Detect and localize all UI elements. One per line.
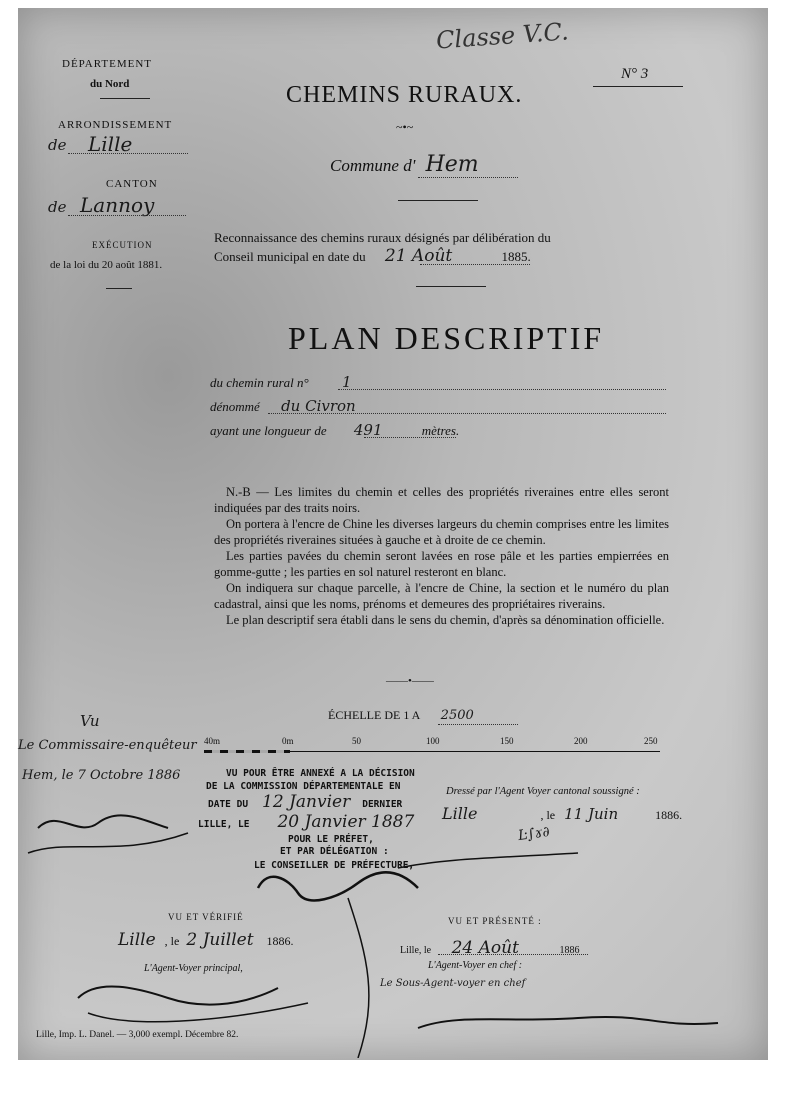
verifie-year: 1886.: [266, 934, 294, 948]
stamp-line-1: VU POUR ÊTRE ANNEXÉ A LA DÉCISION: [226, 768, 415, 779]
title-ornament: ~•~: [396, 120, 414, 134]
chemin-label: du chemin rural n°: [210, 375, 309, 390]
stamp-date-suffix: DERNIER: [362, 799, 403, 810]
plan-title: PLAN DESCRIPTIF: [288, 320, 605, 356]
denomme-value: du Civron: [281, 397, 356, 415]
verifie-place: Lille: [118, 930, 156, 950]
presente-label: VU ET PRÉSENTÉ :: [448, 916, 542, 926]
stamp-date-prefix: DATE DU: [208, 799, 249, 810]
execution-label: EXÉCUTION: [92, 240, 153, 250]
verifie-line: [118, 930, 294, 950]
note-2: On portera à l'encre de Chine les diverses largeurs du chemin comprises entre les limites des propriétés riveraines situées à gauche et à droite de ce chemin.: [214, 517, 669, 547]
presente-role: L'Agent-Voyer en chef :: [428, 960, 523, 971]
page-title: CHEMINS RURAUX.: [286, 82, 523, 108]
commune-label: Commune d': [330, 156, 416, 175]
chemin-line: [210, 373, 352, 391]
dresse-year: 1886.: [655, 808, 683, 822]
stamp-line-2: DE LA COMMISSION DÉPARTEMENTALE EN: [206, 781, 401, 792]
intro-line-1: Reconnaissance des chemins ruraux désignés par délibération du: [214, 230, 551, 245]
stamp-line-5: POUR LE PRÉFET,: [288, 834, 374, 845]
department-label: DÉPARTEMENT: [62, 58, 152, 70]
scale-tick-label: 50: [352, 736, 361, 746]
arrondissement-value: Lille: [88, 132, 133, 156]
verifie-date: 2 Juillet: [186, 930, 254, 950]
scale-tick-label: 100: [426, 736, 440, 746]
chemin-value: 1: [341, 373, 352, 391]
verifie-role: L'Agent-Voyer principal,: [144, 963, 243, 974]
stamp-line-6: ET PAR DÉLÉGATION :: [280, 846, 389, 857]
arrondissement-label: ARRONDISSEMENT: [58, 119, 173, 131]
intro-year: 1885.: [501, 249, 531, 264]
handwritten-annotation: Classe V.C.: [435, 17, 570, 55]
verifie-le: , le: [164, 934, 180, 948]
dresse-label: Dressé par l'Agent Voyer cantonal soussigné :: [446, 786, 640, 797]
scale-tick-label: 200: [574, 736, 588, 746]
notes-block: [214, 484, 669, 628]
document-sheet: [18, 8, 768, 1060]
stamp-date-value: 12 Janvier: [262, 792, 351, 812]
longueur-label: ayant une longueur de: [210, 423, 327, 438]
presente-date: 24 Août: [451, 938, 519, 958]
presente-line: [400, 938, 579, 958]
note-3: Les parties pavées du chemin seront lavées en rose pâle et les parties empierrées en gomme-gutte ; les parties en sol naturel resteront en blanc.: [214, 549, 669, 579]
vu-mark: Vu: [80, 712, 100, 730]
note-5: Le plan descriptif sera établi dans le sens du chemin, d'après sa dénomination officielle.: [226, 613, 665, 627]
note-1: N.-B — Les limites du chemin et celles des propriétés riveraines entre elles seront indiquées par des traits noirs.: [214, 485, 669, 515]
document-number: N° 3: [621, 66, 649, 82]
scale-tick-label: 250: [644, 736, 658, 746]
scale-line: [328, 708, 474, 723]
commissaire-role: Le Commissaire-enquêteur: [18, 738, 197, 753]
commissaire-place-date: Hem, le 7 Octobre 1886: [22, 768, 181, 783]
dresse-le: , le: [540, 808, 556, 822]
longueur-unit: mètres.: [421, 423, 460, 438]
arrondissement-prefix: de: [48, 136, 67, 154]
canton-label: CANTON: [106, 178, 158, 190]
dresse-place: Lille: [442, 804, 478, 823]
presente-place: Lille, le: [400, 945, 432, 956]
scale-label: ÉCHELLE DE 1 A: [328, 708, 420, 722]
notes-ornament: ——•——: [386, 675, 434, 687]
stamp-place-value: 20 Janvier 1887: [277, 812, 415, 832]
longueur-value: 491: [353, 421, 383, 439]
intro-date-prefix: Conseil municipal en date du: [214, 249, 366, 264]
note-4: On indiquera sur chaque parcelle, à l'encre de Chine, la section et le numéro du plan cadastral, ainsi que les noms, prénoms et demeures des propriétaires riverains.: [214, 581, 669, 611]
signature-mark: Ŀ∫ɤ∂: [517, 823, 551, 845]
scale-tick-label: 0m: [282, 736, 294, 746]
presente-year: 1886: [559, 945, 580, 956]
canton-prefix: de: [48, 198, 67, 216]
stamp-place-prefix: LILLE, LE: [198, 819, 250, 830]
presente-role-2: Le Sous-Agent-voyer en chef: [380, 978, 526, 989]
scale-value: 2500: [440, 708, 474, 723]
dresse-date: 11 Juin: [564, 805, 619, 823]
intro-line-2: [214, 246, 531, 266]
printer-imprint: Lille, Imp. L. Danel. — 3,000 exempl. Décembre 82.: [36, 1030, 239, 1040]
denomme-label: dénommé: [210, 399, 260, 414]
verifie-label: VU ET VÉRIFIÉ: [168, 912, 244, 922]
intro-date-value: 21 Août: [384, 246, 453, 266]
execution-text: de la loi du 20 août 1881.: [50, 259, 163, 271]
department-value: du Nord: [90, 78, 130, 90]
scale-tick-label: 40m: [204, 736, 221, 746]
scale-tick-label: 150: [500, 736, 514, 746]
signature-scribbles: [18, 798, 768, 1058]
stamp-line-7: LE CONSEILLER DE PRÉFECTURE,: [254, 860, 415, 871]
commune-value: Hem: [425, 152, 479, 177]
canton-value: Lannoy: [80, 193, 155, 217]
commune-line: [330, 152, 479, 177]
scale-bar: [204, 736, 664, 766]
